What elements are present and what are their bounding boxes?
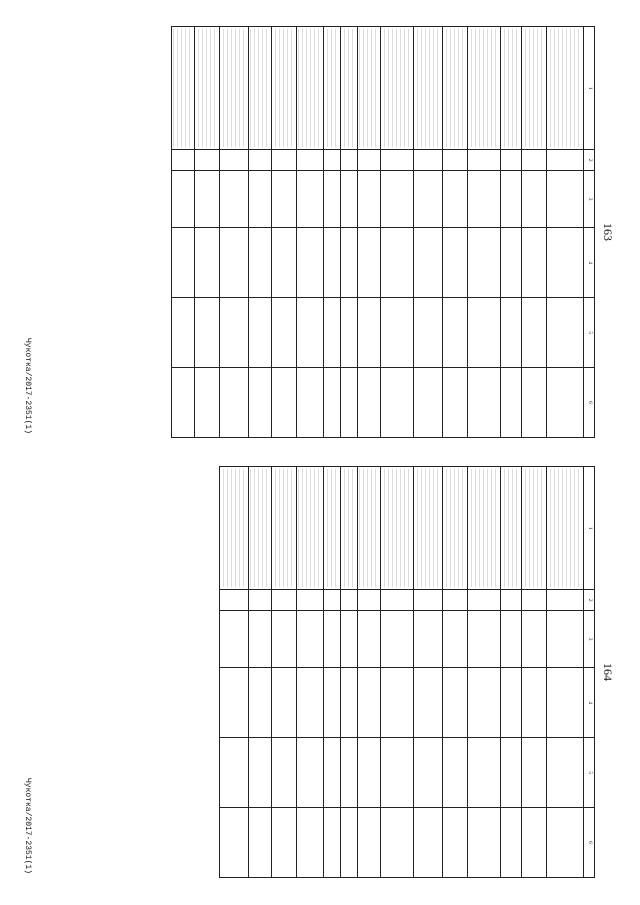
row-name-cell	[501, 27, 522, 150]
row-code-cell	[324, 610, 341, 668]
row-r-cell	[341, 590, 358, 611]
illegible-text	[325, 469, 339, 587]
row-code-cell	[341, 610, 358, 668]
row-amount-cell	[501, 668, 522, 738]
row-amount-cell	[468, 738, 501, 808]
illegible-text	[298, 469, 322, 587]
row-amount-cell	[324, 228, 341, 298]
row-code-cell	[297, 610, 324, 668]
illegible-text	[325, 29, 339, 147]
row-amount-cell	[249, 298, 272, 368]
row-name-cell	[220, 467, 249, 590]
row-amount-cell	[195, 298, 220, 368]
row-amount-cell	[172, 298, 195, 368]
table-row	[501, 467, 522, 878]
col-header: 1	[584, 27, 595, 150]
row-amount-cell	[324, 298, 341, 368]
row-name-cell	[501, 467, 522, 590]
illegible-text	[298, 29, 322, 147]
col-header: 6	[584, 368, 595, 438]
table-row	[220, 467, 249, 878]
col-header: 3	[584, 170, 595, 228]
table-row	[414, 27, 443, 438]
table-row	[522, 467, 547, 878]
row-code-cell	[220, 610, 249, 668]
row-amount-cell	[297, 368, 324, 438]
illegible-text	[221, 469, 247, 587]
table-row	[468, 27, 501, 438]
row-code-cell	[443, 170, 468, 228]
row-r-cell	[468, 150, 501, 171]
row-amount-cell	[249, 738, 272, 808]
col-header: 5	[584, 738, 595, 808]
row-r-cell	[468, 590, 501, 611]
row-amount-cell	[468, 368, 501, 438]
row-amount-cell	[249, 668, 272, 738]
row-amount-cell	[522, 668, 547, 738]
illegible-text	[342, 469, 356, 587]
row-amount-cell	[358, 298, 381, 368]
page-164	[15, 452, 625, 892]
table-row	[341, 27, 358, 438]
col-header: 4	[584, 668, 595, 738]
row-amount-cell	[414, 668, 443, 738]
page-number: 163	[601, 223, 615, 241]
row-amount-cell	[414, 808, 443, 878]
row-amount-cell	[522, 228, 547, 298]
row-amount-cell	[501, 228, 522, 298]
col-header: 3	[584, 610, 595, 668]
row-name-cell	[381, 27, 414, 150]
row-amount-cell	[381, 808, 414, 878]
table-row	[547, 27, 584, 438]
table-row	[195, 27, 220, 438]
row-name-cell	[358, 467, 381, 590]
row-amount-cell	[468, 298, 501, 368]
illegible-text	[523, 469, 545, 587]
budget-table	[219, 466, 595, 878]
table-header-row	[584, 27, 595, 438]
row-name-cell	[297, 27, 324, 150]
row-name-cell	[341, 467, 358, 590]
row-amount-cell	[358, 228, 381, 298]
illegible-text	[502, 29, 520, 147]
row-r-cell	[297, 590, 324, 611]
table-row	[443, 467, 468, 878]
row-amount-cell	[220, 808, 249, 878]
row-r-cell	[172, 150, 195, 171]
page-number: 164	[601, 663, 615, 681]
table-row	[172, 27, 195, 438]
row-amount-cell	[381, 298, 414, 368]
row-code-cell	[522, 610, 547, 668]
row-code-cell	[272, 170, 297, 228]
row-code-cell	[547, 610, 584, 668]
row-code-cell	[414, 610, 443, 668]
row-r-cell	[501, 590, 522, 611]
illegible-text	[548, 469, 582, 587]
illegible-text	[469, 29, 499, 147]
row-name-cell	[341, 27, 358, 150]
row-amount-cell	[358, 738, 381, 808]
row-amount-cell	[381, 228, 414, 298]
budget-table	[171, 26, 595, 438]
page-163	[15, 12, 625, 452]
row-r-cell	[297, 150, 324, 171]
row-code-cell	[522, 170, 547, 228]
row-amount-cell	[468, 668, 501, 738]
col-header: 6	[584, 808, 595, 878]
row-amount-cell	[220, 738, 249, 808]
row-amount-cell	[501, 368, 522, 438]
row-r-cell	[324, 590, 341, 611]
row-amount-cell	[522, 738, 547, 808]
illegible-text	[523, 29, 545, 147]
row-amount-cell	[272, 298, 297, 368]
row-amount-cell	[220, 228, 249, 298]
row-name-cell	[249, 27, 272, 150]
row-amount-cell	[195, 368, 220, 438]
illegible-text	[502, 469, 520, 587]
table-row	[381, 27, 414, 438]
table-row	[324, 27, 341, 438]
row-name-cell	[522, 27, 547, 150]
row-amount-cell	[272, 738, 297, 808]
row-r-cell	[522, 150, 547, 171]
row-code-cell	[414, 170, 443, 228]
row-code-cell	[468, 170, 501, 228]
row-amount-cell	[249, 808, 272, 878]
row-r-cell	[443, 150, 468, 171]
row-code-cell	[249, 610, 272, 668]
row-amount-cell	[297, 298, 324, 368]
row-amount-cell	[272, 228, 297, 298]
col-header: 4	[584, 228, 595, 298]
table-row	[501, 27, 522, 438]
row-r-cell	[547, 150, 584, 171]
row-amount-cell	[341, 668, 358, 738]
row-r-cell	[220, 590, 249, 611]
row-amount-cell	[547, 228, 584, 298]
row-name-cell	[272, 27, 297, 150]
row-amount-cell	[547, 738, 584, 808]
table-row	[358, 467, 381, 878]
row-name-cell	[220, 27, 249, 150]
row-amount-cell	[414, 368, 443, 438]
table-row	[358, 27, 381, 438]
row-amount-cell	[358, 808, 381, 878]
row-amount-cell	[272, 668, 297, 738]
row-amount-cell	[358, 368, 381, 438]
row-amount-cell	[443, 298, 468, 368]
table-row	[297, 467, 324, 878]
illegible-text	[273, 29, 295, 147]
row-code-cell	[501, 610, 522, 668]
col-header: 1	[584, 467, 595, 590]
illegible-text	[444, 29, 466, 147]
row-code-cell	[547, 170, 584, 228]
table-row	[468, 467, 501, 878]
row-amount-cell	[358, 668, 381, 738]
illegible-text	[273, 469, 295, 587]
row-code-cell	[249, 170, 272, 228]
row-amount-cell	[501, 808, 522, 878]
illegible-text	[250, 29, 270, 147]
row-r-cell	[272, 590, 297, 611]
table-row	[272, 467, 297, 878]
row-amount-cell	[324, 368, 341, 438]
row-amount-cell	[522, 298, 547, 368]
row-r-cell	[443, 590, 468, 611]
row-amount-cell	[324, 808, 341, 878]
row-amount-cell	[381, 668, 414, 738]
row-amount-cell	[443, 738, 468, 808]
row-amount-cell	[501, 738, 522, 808]
row-code-cell	[358, 170, 381, 228]
row-name-cell	[324, 467, 341, 590]
illegible-text	[359, 469, 379, 587]
row-code-cell	[172, 170, 195, 228]
row-code-cell	[381, 610, 414, 668]
row-r-cell	[501, 150, 522, 171]
row-name-cell	[172, 27, 195, 150]
illegible-text	[382, 469, 412, 587]
row-r-cell	[249, 590, 272, 611]
row-amount-cell	[220, 668, 249, 738]
illegible-text	[173, 29, 193, 147]
table-row	[220, 27, 249, 438]
row-name-cell	[381, 467, 414, 590]
illegible-text	[548, 29, 582, 147]
table-row	[249, 467, 272, 878]
row-code-cell	[297, 170, 324, 228]
row-code-cell	[324, 170, 341, 228]
row-amount-cell	[443, 368, 468, 438]
row-name-cell	[324, 27, 341, 150]
row-r-cell	[414, 150, 443, 171]
row-amount-cell	[341, 368, 358, 438]
row-amount-cell	[297, 228, 324, 298]
row-amount-cell	[547, 368, 584, 438]
row-amount-cell	[341, 298, 358, 368]
row-amount-cell	[297, 668, 324, 738]
document-code: Чукотка/2017-2351(1)	[23, 337, 32, 434]
illegible-text	[250, 469, 270, 587]
row-name-cell	[443, 27, 468, 150]
row-amount-cell	[547, 808, 584, 878]
row-r-cell	[324, 150, 341, 171]
table-row	[443, 27, 468, 438]
row-code-cell	[501, 170, 522, 228]
table-row	[324, 467, 341, 878]
row-name-cell	[547, 467, 584, 590]
row-amount-cell	[249, 368, 272, 438]
illegible-text	[469, 469, 499, 587]
row-code-cell	[443, 610, 468, 668]
row-amount-cell	[324, 668, 341, 738]
row-r-cell	[341, 150, 358, 171]
row-r-cell	[381, 590, 414, 611]
row-amount-cell	[249, 228, 272, 298]
row-amount-cell	[341, 738, 358, 808]
row-amount-cell	[443, 228, 468, 298]
row-amount-cell	[341, 808, 358, 878]
row-r-cell	[249, 150, 272, 171]
row-r-cell	[358, 150, 381, 171]
table-row	[272, 27, 297, 438]
row-name-cell	[195, 27, 220, 150]
row-code-cell	[358, 610, 381, 668]
row-amount-cell	[324, 738, 341, 808]
table-row	[522, 27, 547, 438]
illegible-text	[444, 469, 466, 587]
row-name-cell	[297, 467, 324, 590]
row-name-cell	[414, 467, 443, 590]
row-r-cell	[272, 150, 297, 171]
row-name-cell	[443, 467, 468, 590]
row-code-cell	[272, 610, 297, 668]
row-amount-cell	[414, 738, 443, 808]
illegible-text	[415, 29, 441, 147]
illegible-text	[382, 29, 412, 147]
rotated-spread	[15, 12, 625, 892]
row-amount-cell	[272, 808, 297, 878]
row-amount-cell	[272, 368, 297, 438]
illegible-text	[359, 29, 379, 147]
row-r-cell	[220, 150, 249, 171]
row-name-cell	[547, 27, 584, 150]
row-amount-cell	[341, 228, 358, 298]
row-amount-cell	[297, 808, 324, 878]
col-header: 2	[584, 150, 595, 171]
row-amount-cell	[220, 298, 249, 368]
row-amount-cell	[220, 368, 249, 438]
illegible-text	[196, 29, 218, 147]
table-row	[249, 27, 272, 438]
row-amount-cell	[381, 368, 414, 438]
table-row	[547, 467, 584, 878]
row-amount-cell	[297, 738, 324, 808]
table-row	[414, 467, 443, 878]
row-r-cell	[195, 150, 220, 171]
row-amount-cell	[414, 228, 443, 298]
row-name-cell	[468, 27, 501, 150]
row-amount-cell	[172, 228, 195, 298]
row-name-cell	[272, 467, 297, 590]
row-name-cell	[522, 467, 547, 590]
row-code-cell	[341, 170, 358, 228]
row-name-cell	[468, 467, 501, 590]
row-code-cell	[381, 170, 414, 228]
illegible-text	[221, 29, 247, 147]
table-row	[381, 467, 414, 878]
row-amount-cell	[501, 298, 522, 368]
col-header: 5	[584, 298, 595, 368]
table-row	[341, 467, 358, 878]
row-amount-cell	[522, 368, 547, 438]
row-r-cell	[381, 150, 414, 171]
row-name-cell	[358, 27, 381, 150]
row-amount-cell	[443, 668, 468, 738]
row-name-cell	[414, 27, 443, 150]
table-row	[297, 27, 324, 438]
row-r-cell	[358, 590, 381, 611]
row-name-cell	[249, 467, 272, 590]
document-code: Чукотка/2017-2351(1)	[23, 777, 32, 874]
row-code-cell	[195, 170, 220, 228]
row-r-cell	[522, 590, 547, 611]
row-amount-cell	[547, 298, 584, 368]
illegible-text	[342, 29, 356, 147]
row-amount-cell	[522, 808, 547, 878]
table-header-row	[584, 467, 595, 878]
row-r-cell	[547, 590, 584, 611]
row-amount-cell	[468, 808, 501, 878]
row-amount-cell	[172, 368, 195, 438]
illegible-text	[415, 469, 441, 587]
row-code-cell	[468, 610, 501, 668]
row-r-cell	[414, 590, 443, 611]
row-code-cell	[220, 170, 249, 228]
row-amount-cell	[195, 228, 220, 298]
row-amount-cell	[443, 808, 468, 878]
row-amount-cell	[547, 668, 584, 738]
row-amount-cell	[414, 298, 443, 368]
col-header: 2	[584, 590, 595, 611]
row-amount-cell	[468, 228, 501, 298]
row-amount-cell	[381, 738, 414, 808]
